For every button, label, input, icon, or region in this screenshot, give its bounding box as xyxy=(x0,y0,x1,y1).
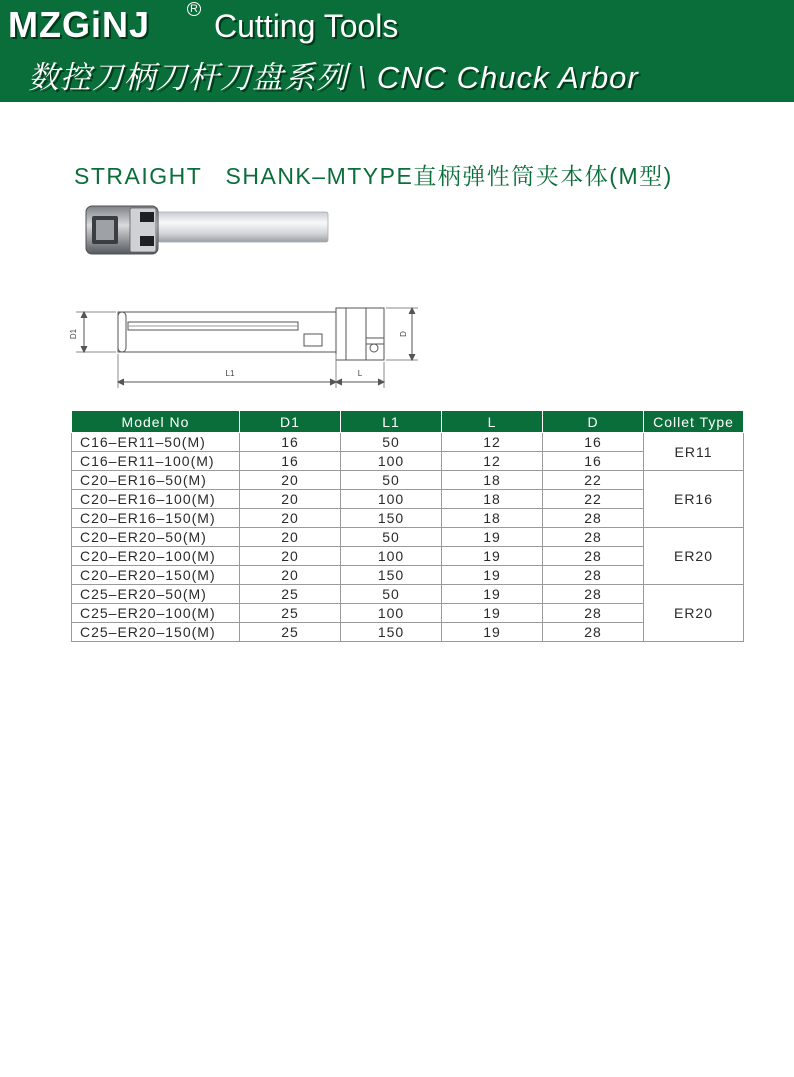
registered-mark: R xyxy=(187,2,201,16)
cell-d: 28 xyxy=(543,604,644,623)
cell-collet-type: ER11 xyxy=(644,433,744,471)
specs-table xyxy=(71,410,744,642)
cell-l: 19 xyxy=(442,547,543,566)
cell-l: 19 xyxy=(442,604,543,623)
cell-model: C16–ER11–50(M) xyxy=(72,433,240,452)
product-title: STRAIGHT SHANK–MTYPE直柄弹性筒夹本体(M型) xyxy=(74,163,673,189)
cell-l: 12 xyxy=(442,433,543,452)
dimension-drawing xyxy=(66,298,426,390)
col-header-l: L xyxy=(442,411,543,433)
table-row xyxy=(72,547,744,566)
cell-model: C25–ER20–50(M) xyxy=(72,585,240,604)
cell-d: 28 xyxy=(543,528,644,547)
cell-d1: 20 xyxy=(240,509,341,528)
col-header-model: Model No xyxy=(72,411,240,433)
cell-model: C20–ER16–150(M) xyxy=(72,509,240,528)
cell-l: 12 xyxy=(442,452,543,471)
table-header-row xyxy=(72,411,744,433)
cell-d1: 20 xyxy=(240,566,341,585)
cell-d1: 16 xyxy=(240,452,341,471)
table-row xyxy=(72,585,744,604)
cell-l1: 50 xyxy=(341,433,442,452)
table-body xyxy=(72,433,744,642)
cell-model: C25–ER20–100(M) xyxy=(72,604,240,623)
cell-d: 28 xyxy=(543,623,644,642)
dim-label-d1: D1 xyxy=(69,328,78,340)
dim-label-l: L xyxy=(357,369,363,378)
cell-d: 28 xyxy=(543,509,644,528)
cell-d: 16 xyxy=(543,452,644,471)
table-row xyxy=(72,566,744,585)
table-row xyxy=(72,509,744,528)
cell-l1: 100 xyxy=(341,547,442,566)
cell-l1: 50 xyxy=(341,471,442,490)
table-row xyxy=(72,471,744,490)
cell-d1: 20 xyxy=(240,471,341,490)
cell-l1: 50 xyxy=(341,528,442,547)
cell-d: 28 xyxy=(543,566,644,585)
cell-l1: 100 xyxy=(341,604,442,623)
cell-l1: 150 xyxy=(341,623,442,642)
cell-l1: 50 xyxy=(341,585,442,604)
dim-label-l1: L1 xyxy=(225,369,235,378)
table-row xyxy=(72,433,744,452)
cell-l1: 100 xyxy=(341,490,442,509)
table-row xyxy=(72,452,744,471)
col-header-collet-type: Collet Type xyxy=(644,411,744,433)
col-header-l1: L1 xyxy=(341,411,442,433)
cell-l: 18 xyxy=(442,471,543,490)
dim-label-d: D xyxy=(399,331,408,337)
cell-l: 18 xyxy=(442,490,543,509)
cell-model: C20–ER16–100(M) xyxy=(72,490,240,509)
brand-tagline: Cutting Tools xyxy=(214,8,399,44)
cell-d1: 20 xyxy=(240,528,341,547)
series-title: 数控刀柄刀杆刀盘系列 \ CNC Chuck Arbor xyxy=(28,60,639,95)
table-row xyxy=(72,604,744,623)
product-photo xyxy=(82,200,332,265)
brand-logo: MZGiNJ xyxy=(8,4,151,45)
cell-l: 18 xyxy=(442,509,543,528)
cell-d1: 25 xyxy=(240,585,341,604)
table-row xyxy=(72,623,744,642)
cell-model: C20–ER16–50(M) xyxy=(72,471,240,490)
cell-l1: 150 xyxy=(341,509,442,528)
cell-l: 19 xyxy=(442,566,543,585)
cell-d1: 25 xyxy=(240,604,341,623)
cell-l: 19 xyxy=(442,623,543,642)
cell-d: 22 xyxy=(543,471,644,490)
cell-d1: 16 xyxy=(240,433,341,452)
col-header-d: D xyxy=(543,411,644,433)
col-header-d1: D1 xyxy=(240,411,341,433)
cell-d1: 20 xyxy=(240,547,341,566)
cell-d: 28 xyxy=(543,547,644,566)
table-row xyxy=(72,528,744,547)
cell-collet-type: ER20 xyxy=(644,528,744,585)
cell-l: 19 xyxy=(442,585,543,604)
cell-model: C20–ER20–50(M) xyxy=(72,528,240,547)
cell-l1: 150 xyxy=(341,566,442,585)
cell-d: 22 xyxy=(543,490,644,509)
cell-collet-type: ER16 xyxy=(644,471,744,528)
cell-model: C20–ER20–100(M) xyxy=(72,547,240,566)
cell-l1: 100 xyxy=(341,452,442,471)
cell-d1: 20 xyxy=(240,490,341,509)
cell-d: 28 xyxy=(543,585,644,604)
cell-d1: 25 xyxy=(240,623,341,642)
table-row xyxy=(72,490,744,509)
cell-model: C25–ER20–150(M) xyxy=(72,623,240,642)
cell-collet-type: ER20 xyxy=(644,585,744,642)
cell-model: C20–ER20–150(M) xyxy=(72,566,240,585)
cell-l: 19 xyxy=(442,528,543,547)
header-banner xyxy=(0,0,794,102)
cell-d: 16 xyxy=(543,433,644,452)
cell-model: C16–ER11–100(M) xyxy=(72,452,240,471)
